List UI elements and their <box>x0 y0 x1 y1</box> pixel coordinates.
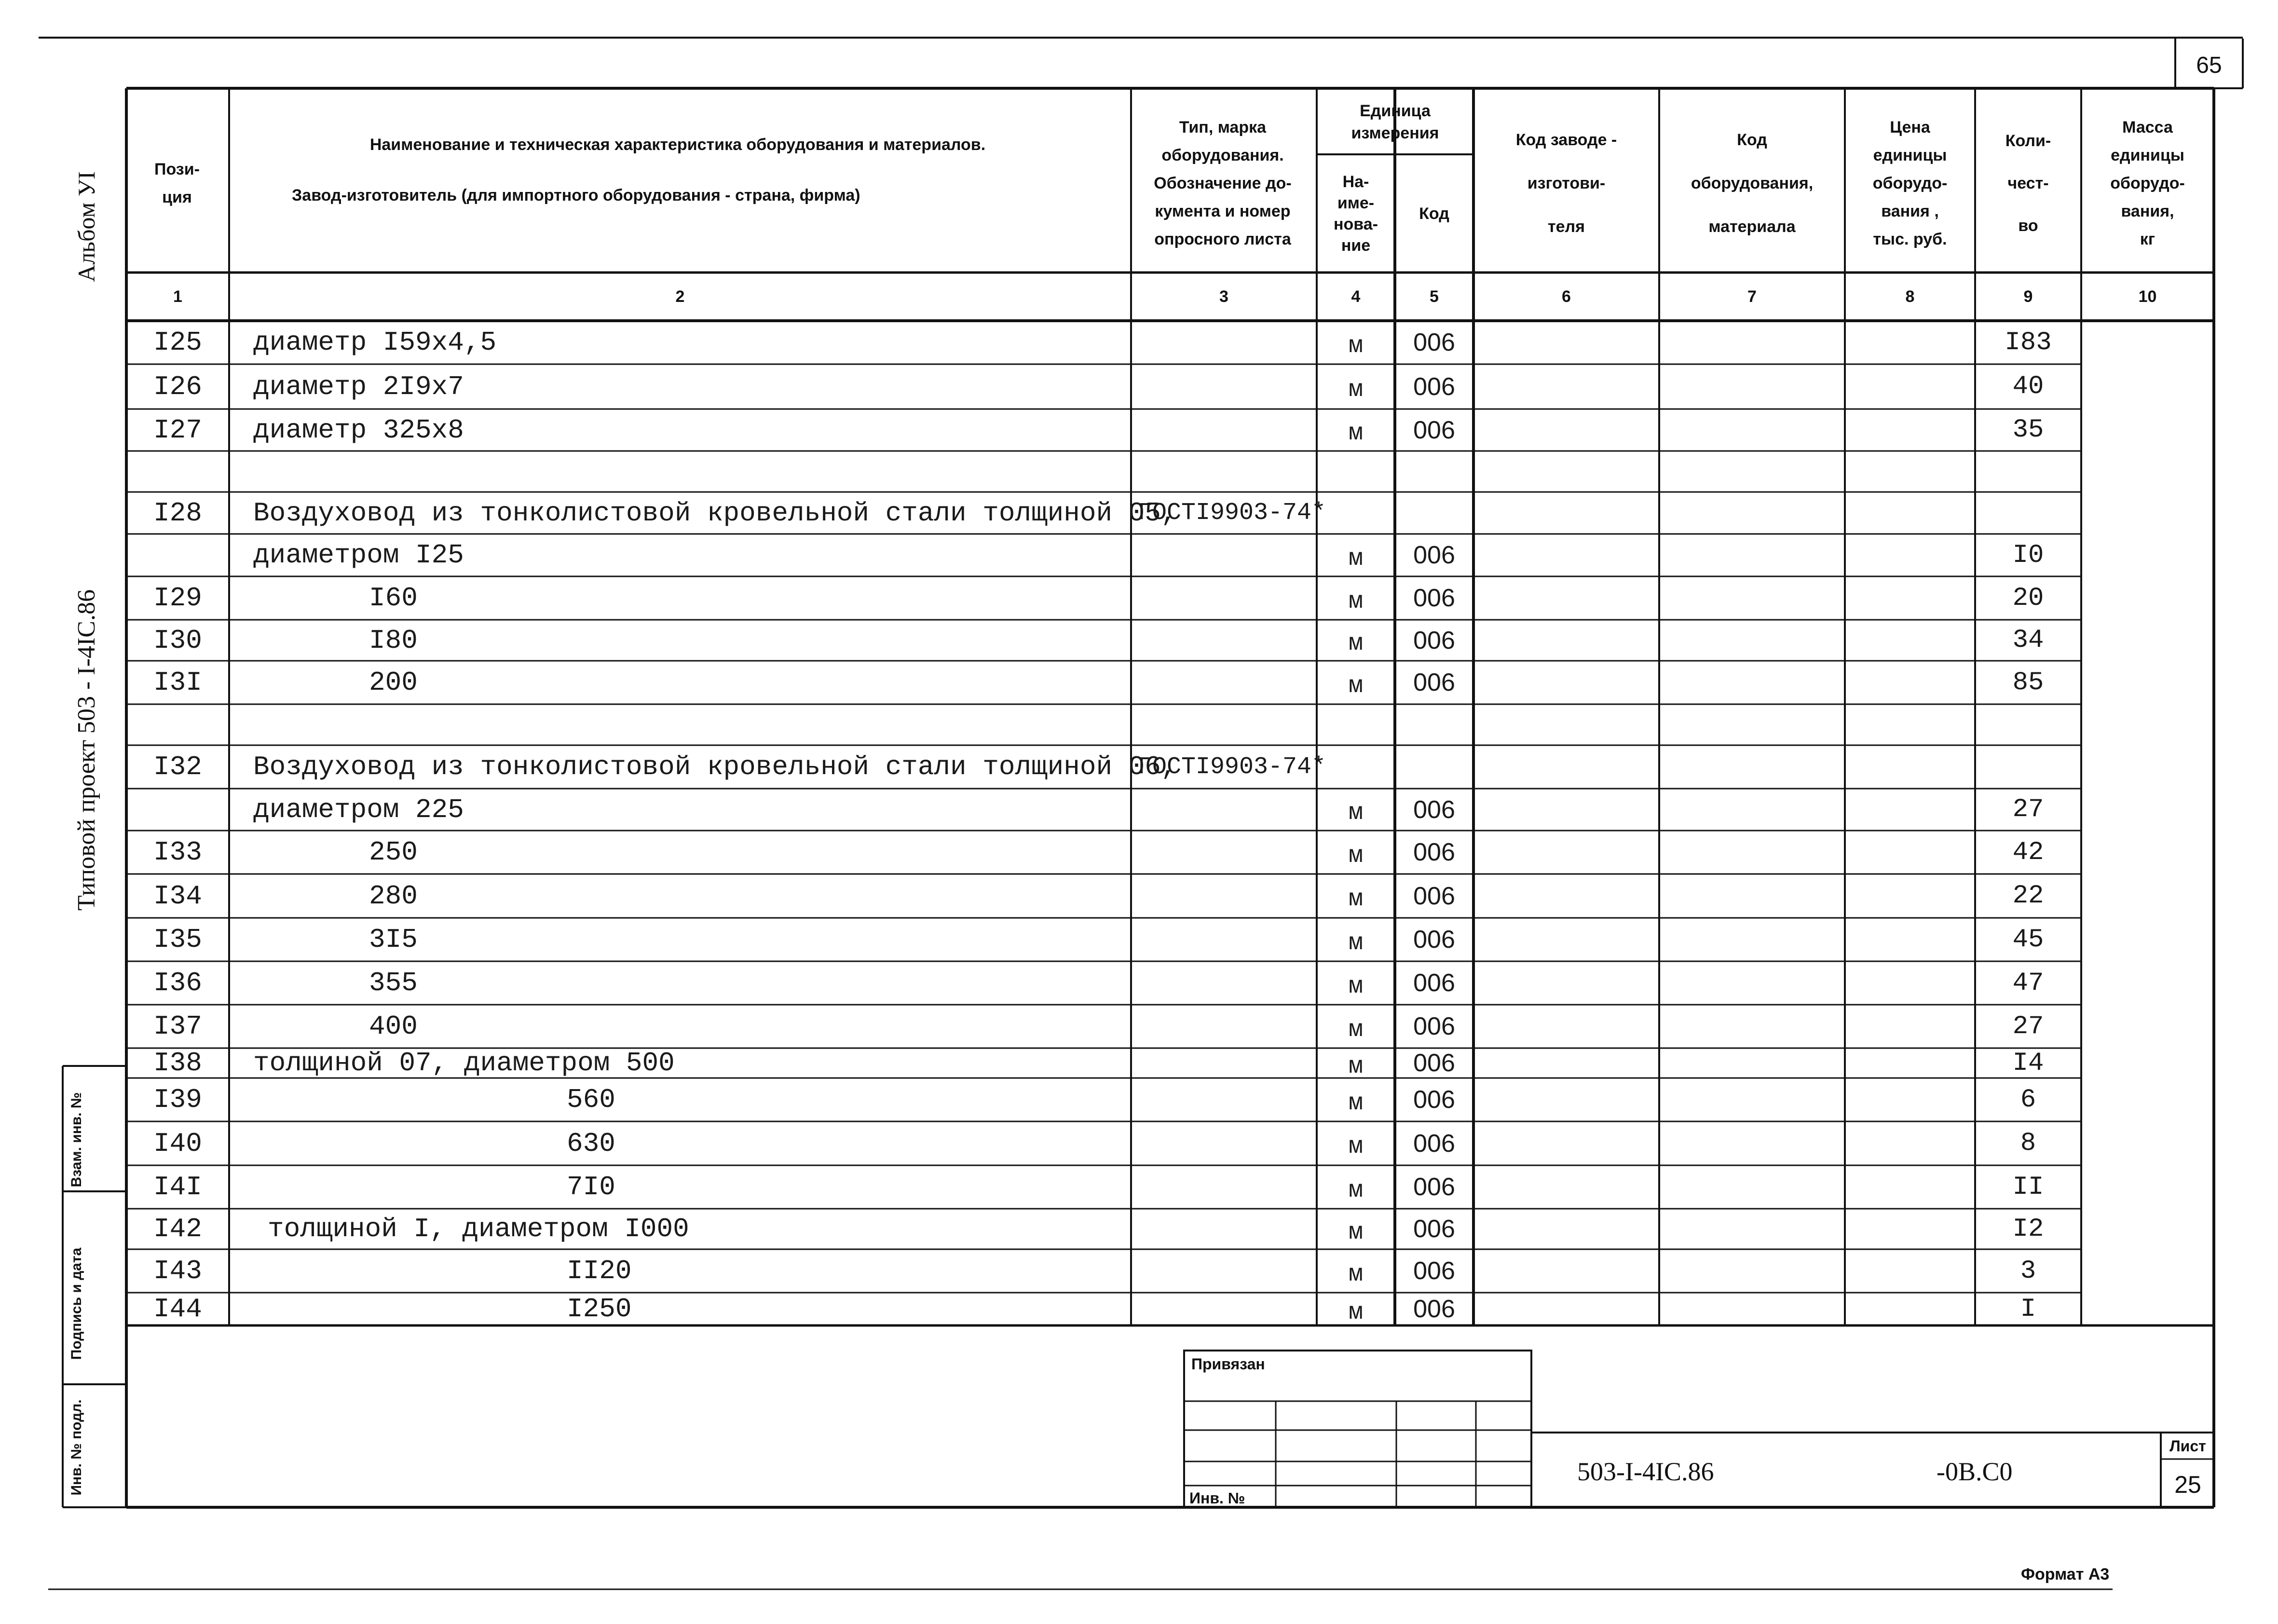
cell-unit-code: 006 <box>1413 926 1455 954</box>
cell-quantity: 27 <box>2012 1011 2044 1041</box>
cell-type <box>1131 451 1317 492</box>
cell-name: 560 <box>567 1084 615 1115</box>
cell-name <box>229 704 1131 745</box>
column-number-7: 7 <box>1747 287 1757 306</box>
format-label: Формат А3 <box>2021 1565 2110 1583</box>
cell-position: I32 <box>153 751 202 782</box>
header-name-line1: Наименование и техническая характеристика оборудования и материалов. <box>369 136 986 154</box>
cell-unit-code: 006 <box>1413 328 1455 356</box>
cell-quantity: 6 <box>2020 1085 2036 1115</box>
cell-unit: м <box>1348 972 1363 1000</box>
column-number-1: 1 <box>173 287 182 306</box>
cell-position: I36 <box>153 968 202 998</box>
cell-quantity: I0 <box>2012 540 2044 570</box>
cell-name: I80 <box>369 625 418 656</box>
cell-position: I42 <box>153 1214 202 1244</box>
cell-unit-code: 006 <box>1413 626 1455 655</box>
cell-type <box>1131 1078 1317 1121</box>
cell-name <box>229 451 1131 492</box>
cell-name: диаметром I25 <box>253 540 464 571</box>
column-number-2: 2 <box>675 287 685 306</box>
cell-quantity: I83 <box>2005 328 2052 357</box>
cell-position: I43 <box>153 1256 202 1286</box>
cell-unit <box>1317 492 1395 534</box>
cell-unit: м <box>1348 1052 1363 1080</box>
cell-name: диаметр I59x4,5 <box>253 327 497 358</box>
cell-type <box>1131 1293 1317 1325</box>
cell-type <box>1131 409 1317 451</box>
cell-unit-code <box>1395 451 1473 492</box>
column-number-5: 5 <box>1430 287 1439 306</box>
cell-name: I60 <box>369 583 418 614</box>
header-position: Пози- ция <box>154 160 200 206</box>
cell-type <box>1131 831 1317 874</box>
cell-type: ГОСТI9903-74* <box>1138 499 1326 527</box>
cell-quantity: 35 <box>2012 415 2044 445</box>
cell-unit-code: 006 <box>1413 1086 1455 1114</box>
cell-unit: м <box>1348 587 1363 615</box>
cell-position <box>126 534 229 576</box>
cell-name: толщиной I, диаметром I000 <box>268 1214 689 1244</box>
cell-type <box>1131 704 1317 745</box>
cell-unit: м <box>1348 1298 1363 1326</box>
album-label: Альбом УI <box>73 171 100 282</box>
cell-quantity <box>1975 704 2081 745</box>
cell-quantity: 8 <box>2020 1129 2036 1158</box>
stamp-privyazan-label: Привязан <box>1191 1355 1265 1373</box>
cell-position: I30 <box>153 625 202 656</box>
cell-unit-code <box>1395 492 1473 534</box>
cell-type <box>1131 961 1317 1005</box>
cell-name: 250 <box>369 837 418 868</box>
cell-unit-code <box>1395 745 1473 789</box>
cell-quantity <box>1975 745 2081 789</box>
cell-name: диаметром 225 <box>253 794 464 825</box>
header-mass: Масса единицы оборудо- вания, кг <box>2110 118 2185 248</box>
cell-type: ГОСТI9903-74* <box>1138 753 1326 781</box>
cell-name: 400 <box>369 1011 418 1042</box>
column-number-3: 3 <box>1219 287 1228 306</box>
cell-unit-code: 006 <box>1413 1012 1455 1040</box>
cell-unit-code: 006 <box>1413 882 1455 910</box>
cell-name: Воздуховод из тонколистовой кровельной стали толщиной 05, <box>253 497 1177 529</box>
cell-unit: м <box>1348 332 1363 360</box>
cell-quantity: 85 <box>2012 668 2044 697</box>
cell-unit-code: 006 <box>1413 541 1455 569</box>
cell-unit <box>1317 451 1395 492</box>
column-number-10: 10 <box>2138 287 2157 306</box>
cell-name: 630 <box>567 1128 615 1159</box>
column-number-4: 4 <box>1351 287 1361 306</box>
cell-unit-code: 006 <box>1413 1173 1455 1201</box>
cell-position: I29 <box>153 583 202 614</box>
cell-quantity <box>1975 451 2081 492</box>
column-number-9: 9 <box>2023 287 2033 306</box>
cell-quantity: 47 <box>2012 968 2044 998</box>
cell-quantity: 3 <box>2020 1256 2036 1286</box>
header-type: Тип, марка оборудования. Обозначение до- кумента и номер опросного листа <box>1154 118 1292 248</box>
cell-unit: м <box>1348 929 1363 957</box>
cell-type <box>1131 1249 1317 1293</box>
cell-position: I27 <box>153 414 202 446</box>
cell-type <box>1131 1048 1317 1078</box>
column-number-6: 6 <box>1562 287 1571 306</box>
cell-position: I28 <box>153 497 202 529</box>
cell-unit-code: 006 <box>1413 584 1455 612</box>
header-quantity: Коли- чест- во <box>2005 132 2051 235</box>
cell-position <box>126 789 229 831</box>
cell-name: диаметр 325x8 <box>253 414 464 446</box>
cell-unit: м <box>1348 545 1363 573</box>
stamp-inv-label: Инв. № <box>1189 1489 1245 1507</box>
cell-quantity: 20 <box>2012 583 2044 613</box>
page-number: 65 <box>2196 52 2222 78</box>
cell-position: I40 <box>153 1128 202 1159</box>
inv-podl-label: Инв. № подл. <box>68 1399 84 1496</box>
cell-type <box>1131 874 1317 918</box>
cell-position: I4I <box>153 1172 202 1202</box>
cell-type <box>1131 1121 1317 1165</box>
cell-unit-code: 006 <box>1413 1215 1455 1243</box>
cell-name: диаметр 2I9x7 <box>253 371 464 402</box>
header-unit-name: На- име- нова- ние <box>1334 172 1378 255</box>
cell-position: I26 <box>153 371 202 402</box>
cell-quantity: I <box>2020 1294 2036 1324</box>
cell-quantity <box>1975 492 2081 534</box>
cell-type <box>1131 918 1317 961</box>
cell-unit-code: 006 <box>1413 372 1455 401</box>
cell-name: 280 <box>369 880 418 912</box>
cell-unit-code: 006 <box>1413 1295 1455 1323</box>
cell-unit-code: 006 <box>1413 1049 1455 1077</box>
cell-unit: м <box>1348 672 1363 700</box>
header-name-line2: Завод-изготовитель (для импортного оборудования - страна, фирма) <box>292 186 860 205</box>
cell-quantity: 40 <box>2012 372 2044 401</box>
cell-type <box>1131 576 1317 620</box>
cell-unit: м <box>1348 842 1363 870</box>
cell-position: I37 <box>153 1011 202 1042</box>
cell-position: I44 <box>153 1294 202 1324</box>
cell-unit: м <box>1348 1089 1363 1117</box>
cell-unit: м <box>1348 1176 1363 1204</box>
cell-type <box>1131 620 1317 661</box>
cell-unit: м <box>1348 1260 1363 1288</box>
header-equipment-code: Код оборудования, материала <box>1691 131 1814 236</box>
cell-quantity: 45 <box>2012 925 2044 955</box>
cell-unit-code: 006 <box>1413 1257 1455 1285</box>
cell-quantity: 27 <box>2012 795 2044 824</box>
cell-quantity: 34 <box>2012 626 2044 655</box>
sheet-label: Лист <box>2169 1437 2206 1455</box>
document-suffix: -0B.C0 <box>1937 1457 2013 1486</box>
header-factory-code: Код заводе - изготови- теля <box>1515 131 1617 236</box>
cell-unit: м <box>1348 630 1363 657</box>
cell-name: 200 <box>369 667 418 698</box>
sheet-number: 25 <box>2174 1471 2201 1498</box>
cell-unit: м <box>1348 1218 1363 1246</box>
project-label: Типовой проект 503 - I-4IC.86 <box>73 589 100 911</box>
header-unit-group: Единица измерения <box>1351 101 1439 142</box>
cell-unit: м <box>1348 799 1363 827</box>
signature-date-label: Подпись и дата <box>68 1247 84 1360</box>
cell-type <box>1131 661 1317 704</box>
cell-name: I250 <box>567 1294 632 1324</box>
cell-type <box>1131 364 1317 409</box>
cell-unit-code: 006 <box>1413 838 1455 866</box>
cell-unit-code: 006 <box>1413 795 1455 824</box>
cell-position <box>126 704 229 745</box>
document-code: 503-I-4IC.86 <box>1577 1457 1714 1486</box>
cell-unit-code <box>1395 704 1473 745</box>
cell-unit-code: 006 <box>1413 969 1455 997</box>
cell-type <box>1131 1209 1317 1249</box>
cell-unit: м <box>1348 1133 1363 1160</box>
cell-position: I25 <box>153 327 202 358</box>
cell-position: I3I <box>153 667 202 698</box>
cell-position: I39 <box>153 1084 202 1115</box>
cell-position: I38 <box>153 1048 202 1078</box>
cell-type <box>1131 534 1317 576</box>
cell-name: 7I0 <box>567 1172 615 1202</box>
cell-unit <box>1317 704 1395 745</box>
cell-unit-code: 006 <box>1413 416 1455 444</box>
cell-quantity: II <box>2012 1172 2044 1202</box>
cell-unit: м <box>1348 1016 1363 1044</box>
cell-unit: м <box>1348 376 1363 404</box>
cell-type <box>1131 321 1317 364</box>
cell-quantity: I2 <box>2012 1214 2044 1244</box>
cell-position: I34 <box>153 880 202 912</box>
cell-name: толщиной 07, диаметром 500 <box>253 1048 675 1078</box>
cell-type <box>1131 789 1317 831</box>
vzam-inv-label: Взам. инв. № <box>68 1092 84 1187</box>
header-price: Цена единицы оборудо- вания , тыс. руб. <box>1872 118 1948 248</box>
cell-unit: м <box>1348 420 1363 447</box>
cell-quantity: 42 <box>2012 837 2044 867</box>
cell-quantity: I4 <box>2012 1048 2044 1078</box>
cell-name: 355 <box>369 968 418 998</box>
column-number-8: 8 <box>1905 287 1915 306</box>
cell-name: Воздуховод из тонколистовой кровельной стали толщиной 06, <box>253 751 1177 782</box>
cell-position: I33 <box>153 837 202 868</box>
cell-type <box>1131 1165 1317 1209</box>
cell-unit <box>1317 745 1395 789</box>
cell-type <box>1131 1005 1317 1048</box>
cell-unit-code: 006 <box>1413 1129 1455 1158</box>
cell-position: I35 <box>153 924 202 955</box>
cell-unit-code: 006 <box>1413 669 1455 696</box>
cell-quantity: 22 <box>2012 881 2044 911</box>
cell-position <box>126 451 229 492</box>
cell-name: 3I5 <box>369 924 418 955</box>
cell-name: II20 <box>567 1256 632 1286</box>
cell-unit: м <box>1348 886 1363 913</box>
header-unit-code: Код <box>1419 204 1449 223</box>
